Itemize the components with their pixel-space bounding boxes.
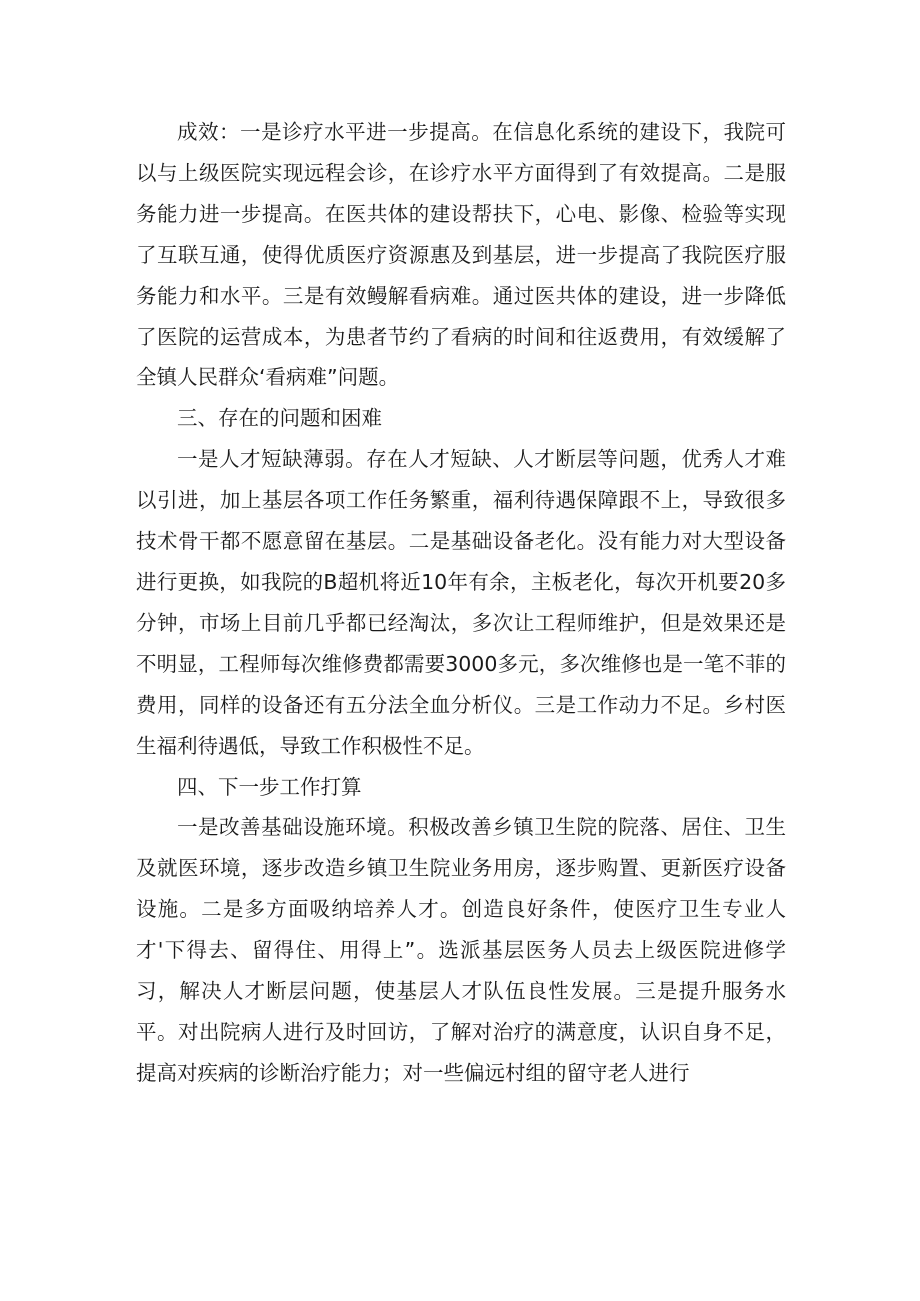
paragraph-next-steps: 一是改善基础设施环境。积极改善乡镇卫生院的院落、居住、卫生及就医环境，逐步改造乡镇卫生院业务用房，逐步购置、更新医疗设备设施。二是多方面吸纳培养人才。创造良好条件，使医疗卫生专业人才'下得去、留得住、用得上”。选派基层医务人员去上级医院进修学习，解决人才断层问题，使基层人才队伍良性发展。三是提升服务水平。对出院病人进行及时回访，了解对治疗的满意度，认识自身不足，提高对疾病的诊断治疗能力；对一些偏远村组的留守老人进行 xyxy=(136,815,786,1085)
paragraph-outcomes: 成效：一是诊疗水平进一步提高。在信息化系统的建设下，我院可以与上级医院实现远程会诊，在诊疗水平方面得到了有效提高。二是服务能力进一步提高。在医共体的建设帮扶下，心电、影像、检验等实现了互联互通，使得优质医疗资源惠及到基层，进一步提高了我院医疗服务能力和水平。三是有效鳗解看病难。通过医共体的建设，进一步降低了医院的运营成本，为患者节约了看病的时间和往返费用，有效缓解了全镇人民群众‘看病难”问题。 xyxy=(136,120,786,390)
section-heading-problems: 三、存在的问题和困难 xyxy=(177,406,382,431)
section-heading-next-steps: 四、下一步工作打算 xyxy=(177,774,362,799)
document-body xyxy=(136,112,786,1094)
paragraph-problems: 一是人才短缺薄弱。存在人才短缺、人才断层等问题，优秀人才难以引进，加上基层各项工作任务繁重，福利待遇保障跟不上，导致很多技术骨干都不愿意留在基层。二是基础设备老化。没有能力对大型设备进行更换，如我院的B超机将近10年有余，主板老化，每次开机要20多分钟，市场上目前几乎都已经淘汰，多次让工程师维护，但是效果还是不明显，工程师每次维修费都需要3000多元，多次维修也是一笔不菲的费用，同样的设备还有五分法全血分析仪。三是工作动力不足。乡村医生福利待遇低，导致工作积极性不足。 xyxy=(136,447,786,758)
